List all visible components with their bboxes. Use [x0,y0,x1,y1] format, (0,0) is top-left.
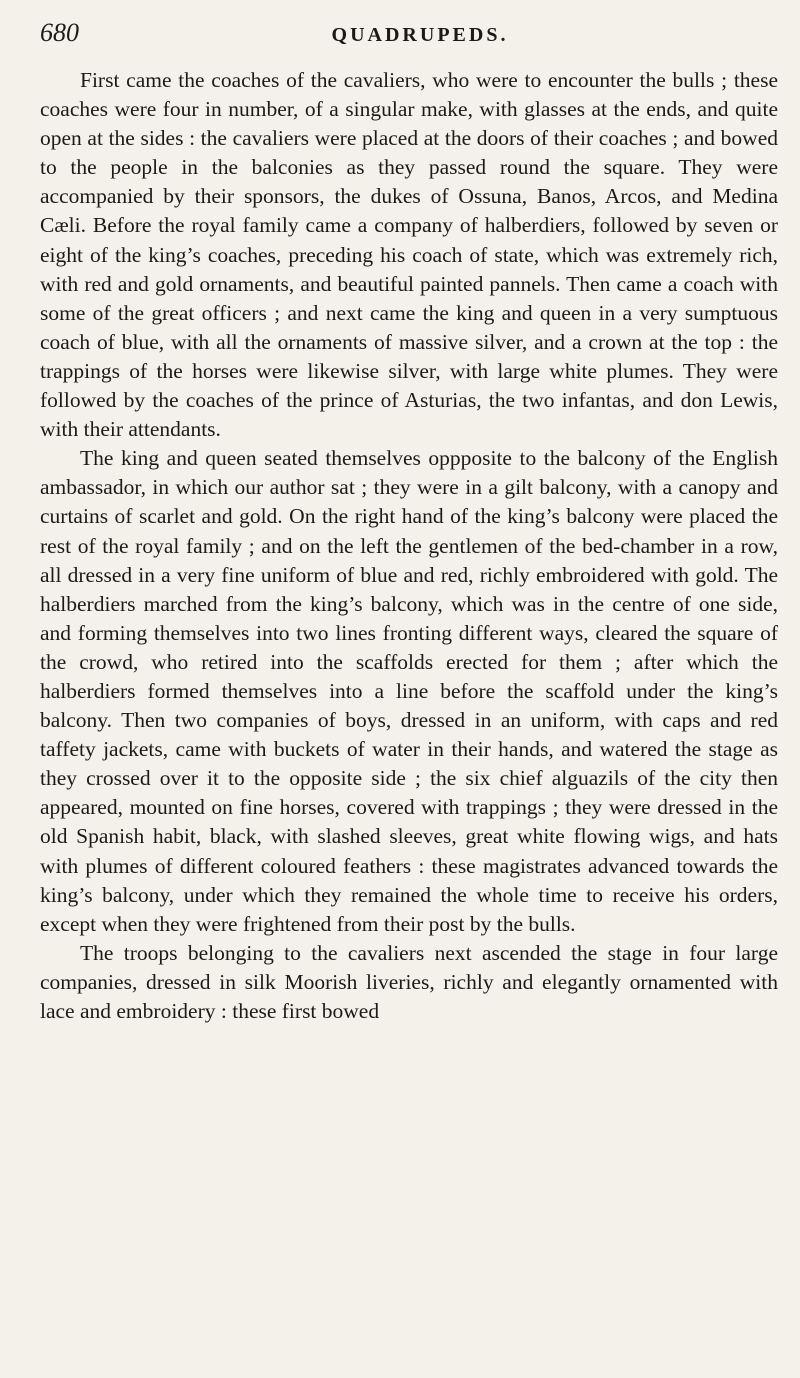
paragraph-cavalier-troops: The troops belonging to the cavaliers next ascended the stage in four large companies, dressed in silk Moorish liveries, richly and elegantly ornamented with lace and embroidery : these first bowed [40,940,778,1023]
paragraph-procession: First came the coaches of the cavaliers, who were to encounter the bulls ; these coaches were four in number, of a singular make, with glasses at the ends, and quite open at the sides : the cavaliers were placed at the doors of their coaches ; and bowed to the people in the balconies as they passed round the square. They were accompanied by their sponsors, the dukes of Ossuna, Banos, Arcos, and Medina Cæli. Before the royal family came a company of halberdiers, followed by seven or eight of the king’s coaches, preceding his coach of state, which was extremely rich, with red and gold ornaments, and beautiful painted pannels. Then came a coach with some of the great officers ; and next came the king and queen in a very sumptuous coach of blue, with all the ornaments of massive silver, and a crown at the top : the trappings of the horses were likewise silver, with large white plumes. They were followed by the coaches of the prince of Asturias, the two infantas, and don Lewis, with their attendants. [40,68,778,442]
paragraph-royal-balcony: The king and queen seated themselves oppposite to the balcony of the English ambassador, in which our author sat ; they were in a gilt balcony, with a canopy and curtains of scarlet and gold. On the right hand of the king’s balcony were placed the rest of the royal family ; and on the left the gentlemen of the bed-chamber in a row, all dressed in a very fine uniform of blue and red, richly embroidered with gold. The halberdiers marched from the king’s balcony, which was in the centre of one side, and forming themselves into two lines fronting different ways, cleared the square of the crowd, who retired into the scaffolds erected for them ; after which the halberdiers formed themselves into a line before the scaffold under the king’s balcony. Then two companies of boys, dressed in an uniform, with caps and red taffety jackets, came with buckets of water in their hands, and watered the stage as they crossed over it to the opposite side ; the six chief alguazils of the city then appeared, mounted on fine horses, covered with trappings ; they were dressed in the old Spanish habit, black, with slashed sleeves, great white flowing wigs, and hats with plumes of different coloured feathers : these magistrates advanced towards the king’s balcony, under which they remained the whole time to receive his orders, except when they were frightened from their post by the bulls. [40,446,778,936]
page-number: 680 [40,18,79,47]
running-header [40,12,760,52]
body-text [40,66,778,1026]
running-title: QUADRUPEDS. [331,24,509,46]
